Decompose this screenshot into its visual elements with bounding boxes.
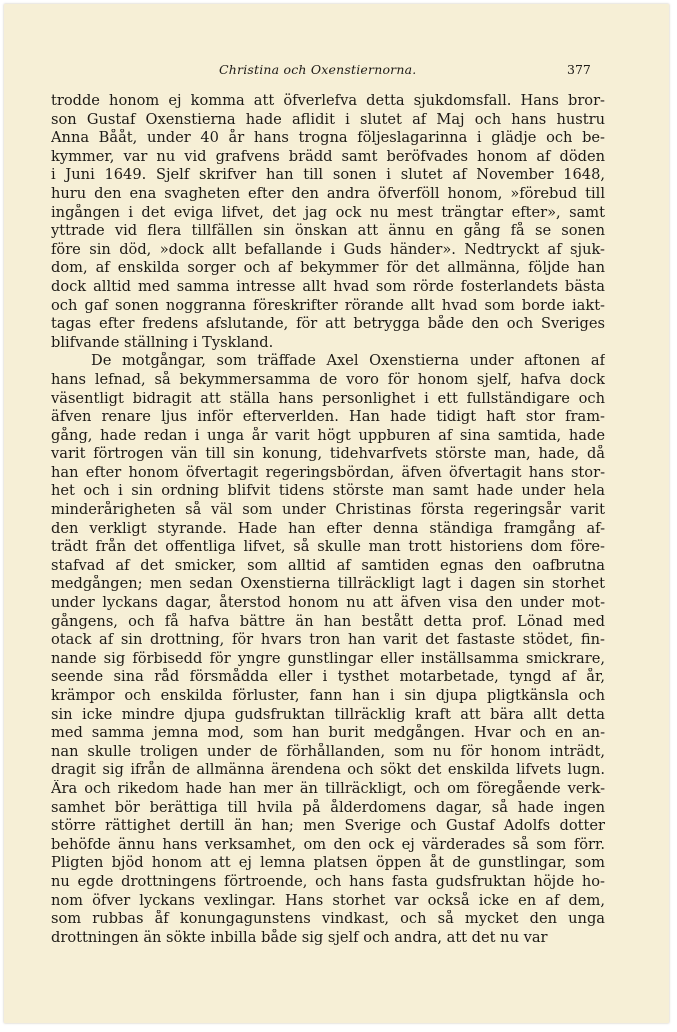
text-line: behöfde ännu hans verksamhet, om den ock ej värderades så som förr. bbox=[51, 835, 605, 853]
text-line: hans lefnad, så bekymmersamma de voro för honom sjelf, hafva dock bbox=[51, 370, 605, 388]
text-line: som rubbas åf konungagunstens vindkast, och så mycket den unga bbox=[51, 910, 605, 928]
text-line: Anna Bååt, under 40 år hans trogna följeslagarinna i glädje och be- bbox=[51, 129, 605, 147]
text-line: het och i sin ordning blifvit tidens störste man samt hade under hela bbox=[51, 482, 605, 500]
text-line: otack af sin drottning, för hvars tron han varit det fastaste stödet, fin- bbox=[51, 631, 605, 649]
text-line: under lyckans dagar, återstod honom nu att äfven visa den under mot- bbox=[51, 594, 605, 612]
text-line: stafvad af det smicker, som alltid af samtiden egnas den oafbrutna bbox=[51, 556, 605, 574]
text-line: trädt från det offentliga lifvet, så skulle man trott historiens dom före- bbox=[51, 538, 605, 556]
page-number: 377 bbox=[567, 62, 591, 77]
text-line: större rättighet dertill än han; men Sverige och Gustaf Adolfs dotter bbox=[51, 817, 605, 835]
text-line: krämpor och enskilda förluster, fann han i sin djupa pligtkänsla och bbox=[51, 687, 605, 704]
text-line: han efter honom öfvertagit regeringsbördan, äfven öfvertagit hans stor- bbox=[51, 463, 605, 481]
text-line: blifvande ställning i Tyskland. bbox=[51, 333, 274, 351]
text-line: gångens, och få hafva bättre än han bestått detta prof. Lönad med bbox=[51, 612, 605, 630]
running-title: Christina och Oxenstiernorna. bbox=[219, 62, 417, 77]
text-line: gång, hade redan i unga år varit högt uppburen af sina samtida, hade bbox=[51, 426, 605, 444]
paragraph bbox=[51, 92, 605, 352]
text-line: Pligten bjöd honom att ej lemna platsen öppen åt de gunstlingar, som bbox=[51, 854, 605, 872]
text-line: väsentligt bidragit att ställa hans personlighet i ett fullständigare och bbox=[51, 389, 605, 407]
text-line: medgången; men sedan Oxenstierna tillräckligt lagt i dagen sin storhet bbox=[51, 575, 605, 593]
text-line: nande sig förbisedd för yngre gunstlingar eller inställsamma smickrare, bbox=[51, 649, 605, 667]
text-line: De motgångar, som träffade Axel Oxenstierna under aftonen af bbox=[91, 352, 605, 370]
text-line: Ära och rikedom hade han mer än tillräckligt, och om föregående verk- bbox=[51, 779, 605, 797]
text-line: trodde honom ej komma att öfverlefva detta sjukdomsfall. Hans bror- bbox=[51, 92, 605, 109]
text-line: huru den ena svagheten efter den andra öfverföll honom, »förebud till bbox=[51, 184, 605, 202]
text-line: nu egde drottningens förtroende, och hans fasta gudsfruktan höjde ho- bbox=[51, 872, 605, 890]
text-line: nan skulle troligen under de förhållanden, som nu för honom inträdt, bbox=[51, 742, 605, 760]
text-line: son Gustaf Oxenstierna hade aflidit i slutet af Maj och hans hustru bbox=[51, 110, 605, 128]
text-line: drottningen än sökte inbilla både sig sjelf och andra, att det nu var bbox=[51, 928, 548, 946]
text-line: nom öfver lyckans vexlingar. Hans storhet var också icke en af dem, bbox=[51, 891, 605, 909]
text-line: ingången i det eviga lifvet, det jag ock nu mest trängtar efter», samt bbox=[51, 203, 605, 221]
text-line: seende sina råd försmådda eller i tysthet motarbetade, tyngd af år, bbox=[51, 668, 605, 686]
paragraph bbox=[51, 352, 605, 947]
text-line: och gaf sonen noggranna föreskrifter rörande allt hvad som borde iakt- bbox=[51, 296, 605, 314]
text-line: äfven renare ljus inför efterverlden. Han hade tidigt haft stor fram- bbox=[51, 408, 605, 426]
text-line: dom, af enskilda sorger och af bekymmer för det allmänna, följde han bbox=[51, 259, 605, 277]
text-line: sin icke mindre djupa gudsfruktan tillräcklig kraft att bära allt detta bbox=[51, 705, 605, 723]
text-line: med samma jemna mod, som han burit medgången. Hvar och en an- bbox=[51, 724, 605, 742]
text-line: tagas efter fredens afslutande, för att betrygga både den och Sveriges bbox=[51, 315, 605, 333]
text-line: i Juni 1649. Sjelf skrifver han till sonen i slutet af November 1648, bbox=[51, 166, 605, 184]
running-head bbox=[4, 62, 669, 82]
text-line: samhet bör berättiga till hvila på ålderdomens dagar, så hade ingen bbox=[51, 798, 605, 816]
book-page bbox=[4, 4, 669, 1023]
text-line: dock alltid med samma intresse allt hvad som rörde fosterlandets bästa bbox=[51, 277, 605, 295]
text-line: minderårigheten så väl som under Christinas första regeringsår varit bbox=[51, 501, 605, 519]
body-text bbox=[51, 92, 605, 947]
text-line: kymmer, var nu vid grafvens brädd samt beröfvades honom af döden bbox=[51, 147, 605, 165]
text-line: yttrade vid flera tillfällen sin önskan att ännu en gång få se sonen bbox=[51, 222, 605, 240]
text-line: dragit sig ifrån de allmänna ärendena och sökt det enskilda lifvets lugn. bbox=[51, 761, 605, 779]
text-line: den verkligt styrande. Hade han efter denna ständiga framgång af- bbox=[51, 519, 605, 537]
text-line: varit förtrogen vän till sin konung, tidehvarfvets störste man, hade, då bbox=[51, 445, 605, 463]
text-line: före sin död, »dock allt befallande i Guds händer». Nedtryckt af sjuk- bbox=[51, 240, 605, 258]
